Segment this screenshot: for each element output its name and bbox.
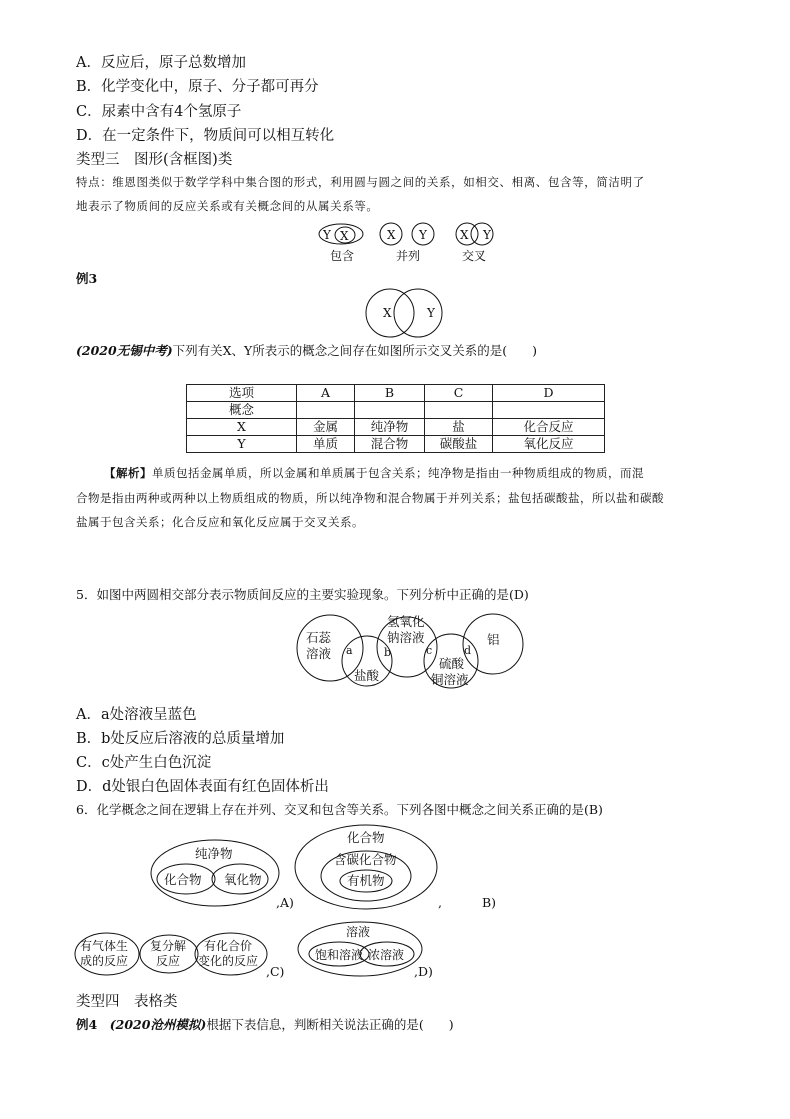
table-cell: X — [187, 419, 297, 436]
table-row — [187, 436, 605, 453]
venn-types-diagram — [300, 220, 520, 264]
q6d-outer: 溶液 — [346, 925, 371, 939]
table-header-row — [187, 385, 605, 402]
table-cell: 单质 — [297, 436, 355, 453]
table-header-cell: A — [297, 385, 355, 402]
q6a-right: 氧化物 — [224, 872, 262, 887]
table-header-cell: 选项 — [187, 385, 297, 402]
example4-line — [76, 1015, 454, 1033]
q5-region-a: a — [346, 644, 353, 657]
q6a-outer: 纯净物 — [195, 846, 233, 861]
q6b-outer: 化合物 — [347, 830, 385, 845]
analysis-line3: 盐属于包含关系；化合反应和氧化反应属于交叉关系。 — [76, 515, 364, 529]
table-cell: 碳酸盐 — [425, 436, 493, 453]
q6b-inner: 有机物 — [347, 873, 385, 888]
q6-stem: 6．化学概念之间在逻辑上存在并列、交叉和包含等关系。下列各图中概念之间关系正确的是(B) — [76, 802, 603, 817]
table-cell — [493, 402, 605, 419]
q6d-right: 浓溶液 — [368, 948, 405, 962]
q5-region-d: d — [464, 644, 472, 657]
q5-option-a: A．a处溶液呈蓝色 — [76, 707, 197, 723]
table-cell: 混合物 — [355, 436, 425, 453]
example4-label: 例4 — [76, 1017, 98, 1032]
q6-diagram-c — [74, 930, 274, 978]
table-cell: 盐 — [425, 419, 493, 436]
example3-venn-x: X — [383, 306, 392, 320]
q5-region-b: b — [384, 646, 392, 659]
example3-venn-y: Y — [427, 306, 435, 320]
venn-parallel — [380, 223, 434, 263]
q5-option-c: C．c处产生白色沉淀 — [76, 755, 212, 771]
table-cell: 纯净物 — [355, 419, 425, 436]
table-header-cell: D — [493, 385, 605, 402]
venn-include-y: Y — [323, 228, 331, 242]
venn-parallel-y: Y — [419, 228, 427, 242]
example4-text: 根据下表信息，判断相关说法正确的是( ) — [206, 1017, 454, 1032]
example3-source: (2020无锡中考) — [76, 343, 173, 358]
venn-cross — [456, 223, 493, 263]
q6d-tag: ,D) — [414, 964, 433, 979]
table-cell: Y — [187, 436, 297, 453]
table-cell — [425, 402, 493, 419]
venn-cross-y: Y — [483, 228, 491, 242]
q6c-right-l1: 有化合价 — [204, 939, 253, 953]
venn-include-label: 包含 — [330, 249, 355, 263]
q5-c1-l1: 石蕊 — [306, 630, 332, 645]
q6c-mid-l1: 复分解 — [150, 939, 187, 953]
venn-parallel-x: X — [387, 228, 396, 242]
table-cell: 化合反应 — [493, 419, 605, 436]
venn-parallel-label: 并列 — [396, 249, 421, 263]
analysis-line2: 合物是指由两种或两种以上物质组成的物质，所以纯净物和混合物属于并列关系；盐包括碳酸盐，所以盐和碳酸 — [76, 491, 664, 505]
q6b-comma: , — [438, 895, 442, 910]
q5-c4-l2: 铜溶液 — [431, 672, 469, 687]
q6c-mid-l2: 反应 — [156, 954, 181, 968]
table-cell — [297, 402, 355, 419]
q6b-middle: 含碳化合物 — [334, 852, 397, 867]
analysis-tag: 【解析】 — [104, 466, 152, 480]
q5-reaction-diagram — [296, 606, 526, 692]
q6c-left-l1: 有气体生 — [80, 939, 129, 953]
example4-source: (2020沧州模拟) — [109, 1017, 207, 1032]
analysis-text-1: 单质包括金属单质，所以金属和单质属于包含关系；纯净物是指由一种物质组成的物质，而混 — [152, 466, 644, 480]
venn-cross-label: 交叉 — [462, 249, 487, 263]
q5-stem: 5．如图中两圆相交部分表示物质间反应的主要实验现象。下列分析中正确的是(D) — [76, 587, 529, 602]
table-header-cell: C — [425, 385, 493, 402]
q6a-tag: ,A) — [276, 895, 294, 910]
q5-option-b: B．b处反应后溶液的总质量增加 — [76, 731, 285, 747]
table-row — [187, 402, 605, 419]
q5-c1-l2: 溶液 — [306, 646, 332, 661]
feature-text-line2: 地表示了物质间的反应关系或有关概念间的从属关系等。 — [76, 199, 379, 213]
table-cell: 概念 — [187, 402, 297, 419]
example3-question — [76, 341, 537, 359]
q6-diagram-b — [293, 822, 443, 912]
table-row — [187, 419, 605, 436]
analysis-line1 — [104, 465, 644, 481]
q6b-tag: B) — [482, 895, 497, 910]
q6a-left: 化合物 — [164, 872, 202, 887]
q5-c4-l1: 硫酸 — [439, 656, 465, 671]
option-a-top: A．反应后，原子总数增加 — [76, 55, 246, 71]
option-d-top: D．在一定条件下，物质间可以相互转化 — [76, 128, 335, 144]
q5-c5: 铝 — [487, 632, 500, 647]
q6d-left: 饱和溶液 — [315, 948, 364, 962]
table-header-cell: B — [355, 385, 425, 402]
example3-venn-diagram — [360, 286, 460, 340]
q5-region-c: c — [426, 644, 433, 657]
section-title-3: 类型三 图形(含框图)类 — [76, 152, 233, 168]
example3-question-text: 下列有关X、Y所表示的概念之间存在如图所示交叉关系的是( ) — [172, 343, 538, 358]
q5-option-d: D．d处银白色固体表面有红色固体析出 — [76, 779, 329, 795]
venn-cross-x: X — [460, 228, 469, 242]
example3-options-table — [186, 384, 605, 453]
q6c-tag: ,C) — [266, 964, 285, 979]
example3-label: 例3 — [76, 271, 98, 286]
table-cell — [355, 402, 425, 419]
venn-include-x: X — [340, 229, 349, 243]
q5-c3-l2: 钠溶液 — [387, 630, 425, 645]
q5-c2: 盐酸 — [354, 668, 380, 683]
feature-text-line1: 特点：维恩图类似于数学学科中集合图的形式，利用圆与圆之间的关系，如相交、相离、包含等，简洁明了 — [76, 175, 645, 189]
option-b-top: B．化学变化中，原子、分子都可再分 — [76, 79, 319, 95]
q6c-right-l2: 变化的反应 — [198, 954, 259, 968]
table-cell: 氧化反应 — [493, 436, 605, 453]
option-c-top: C．尿素中含有4个氢原子 — [76, 104, 242, 120]
q6-diagram-d — [296, 920, 426, 978]
section-title-4: 类型四 表格类 — [76, 994, 178, 1010]
venn-include — [319, 224, 363, 263]
q5-c3-l1: 氢氧化 — [387, 614, 425, 629]
table-cell: 金属 — [297, 419, 355, 436]
q6c-left-l2: 成的反应 — [80, 954, 129, 968]
